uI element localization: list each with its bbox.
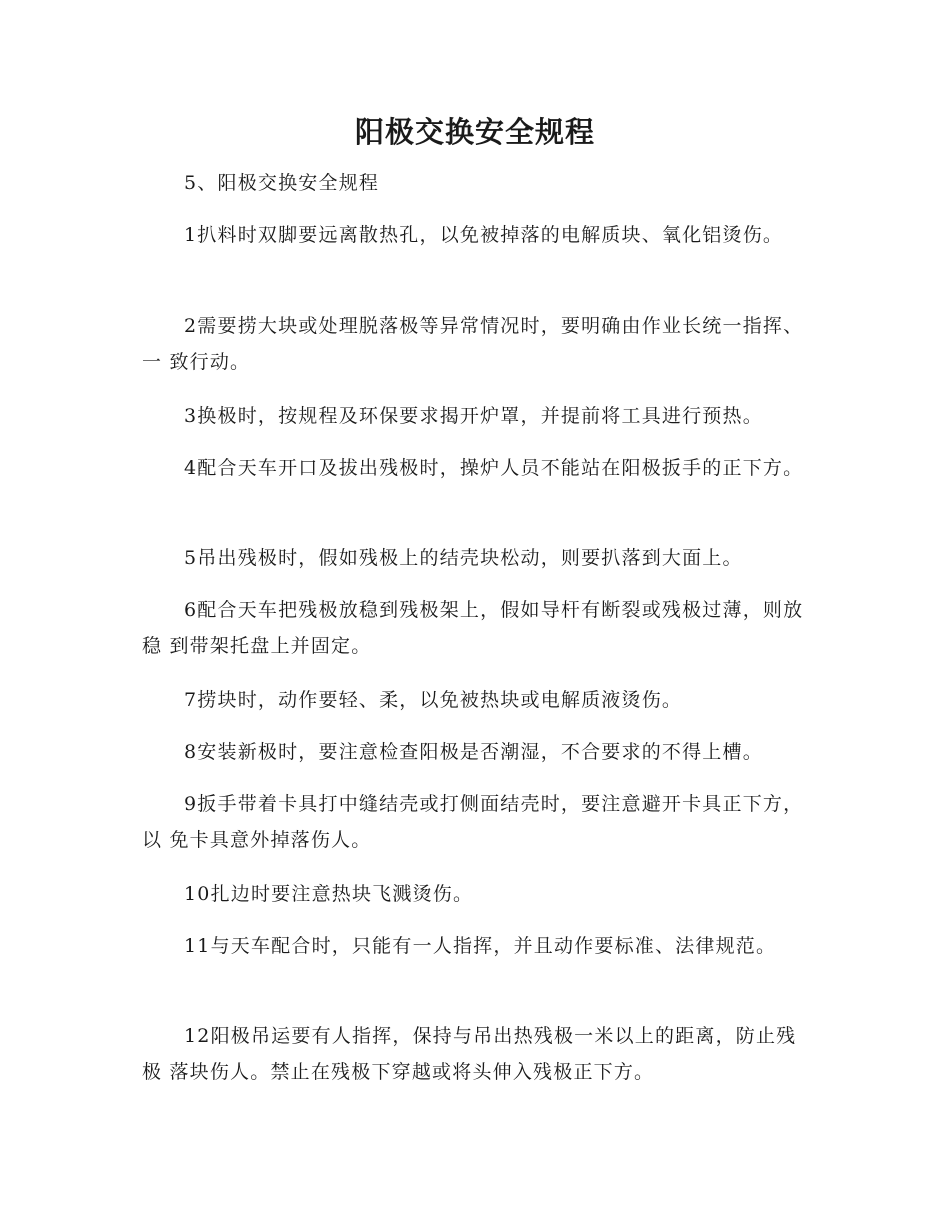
paragraph-rule-12: 12阳极吊运要有人指挥，保持与吊出热残极一米以上的距离，防止残极 落块伤人。禁止在残极下穿越或将头伸入残极正下方。 xyxy=(142,1025,797,1083)
paragraph-rule-5: 5吊出残极时，假如残极上的结壳块松动，则要扒落到大面上。 xyxy=(184,547,743,569)
paragraph-rule-2: 2需要捞大块或处理脱落极等异常情况时，要明确由作业长统一指挥、一 致行动。 xyxy=(142,315,804,373)
paragraph-rule-3: 3换极时，按规程及环保要求揭开炉罩，并提前将工具进行预热。 xyxy=(184,405,763,427)
paragraph-rule-10: 10扎边时要注意热块飞溅烫伤。 xyxy=(184,883,474,905)
paragraph-rule-6: 6配合天车把残极放稳到残极架上，假如导杆有断裂或残极过薄，则放稳 到带架托盘上并固定。 xyxy=(142,599,804,657)
paragraph-rule-11: 11与天车配合时，只能有一人指挥，并且动作要标准、法律规范。 xyxy=(184,935,777,957)
paragraph-rule-9: 9扳手带着卡具打中缝结壳或打侧面结壳时，要注意避开卡具正下方，以 免卡具意外掉落伤人。 xyxy=(142,793,804,851)
paragraph-rule-4: 4配合天车开口及拔出残极时，操炉人员不能站在阳极扳手的正下方。 xyxy=(184,457,804,479)
paragraph-rule-8: 8安装新极时，要注意检查阳极是否潮湿，不合要求的不得上槽。 xyxy=(184,741,763,763)
paragraph-section-heading: 5、阳极交换安全规程 xyxy=(184,172,380,194)
paragraph-rule-7: 7捞块时，动作要轻、柔，以免被热块或电解质液烫伤。 xyxy=(184,689,683,711)
document-title: 阳极交换安全规程 xyxy=(354,115,595,149)
paragraph-rule-1: 1扒料时双脚要远离散热孔，以免被掉落的电解质块、氧化铝烫伤。 xyxy=(184,224,784,246)
